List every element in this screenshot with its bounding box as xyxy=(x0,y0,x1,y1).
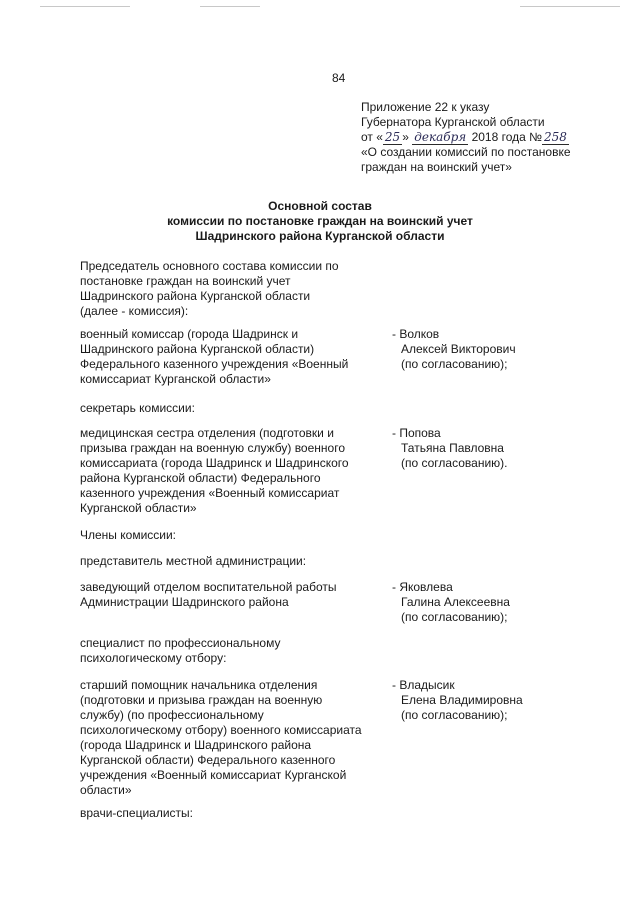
text-line: старший помощник начальника отделения xyxy=(80,678,318,692)
text-line: Курганской области) Федерального казенного xyxy=(80,753,336,767)
person-given-names: Елена Владимировна xyxy=(401,693,523,707)
chairman-position xyxy=(80,327,385,387)
person-consent-note: (по согласованию); xyxy=(401,357,508,371)
psych-label xyxy=(80,636,280,666)
person-surname: - Волков xyxy=(392,327,440,341)
text-line: психологическому отбору: xyxy=(80,651,227,665)
text-line: (далее - комиссия): xyxy=(80,304,189,318)
psych-name xyxy=(392,678,622,723)
text-line: Федерального казенного учреждения «Военный xyxy=(80,357,349,371)
document-title xyxy=(100,199,540,244)
person-given-names: Татьяна Павловна xyxy=(401,441,504,455)
person-consent-note: (по согласованию); xyxy=(401,708,508,722)
text-line: (подготовки и призыва граждан на военную xyxy=(80,693,323,707)
person-consent-note: (по согласованию). xyxy=(401,456,508,470)
members-label: Члены комиссии: xyxy=(80,528,177,542)
doctors-label: врачи-специалисты: xyxy=(80,806,193,820)
chairman-name xyxy=(392,327,622,372)
handwritten-number: 258 xyxy=(544,130,567,144)
chairman-intro xyxy=(80,259,339,319)
text-line: области» xyxy=(80,783,132,797)
title-line: Шадринского района Курганской области xyxy=(195,229,445,243)
text-line: казенного учреждения «Военный комиссариат xyxy=(80,486,340,500)
person-surname: - Владысик xyxy=(392,678,455,692)
appendix-line: Приложение 22 к указу xyxy=(361,100,490,114)
person-surname: - Яковлева xyxy=(392,580,453,594)
appendix-line: «О создании комиссий по постановке xyxy=(361,145,571,159)
person-consent-note: (по согласованию); xyxy=(401,610,508,624)
date-prefix: от « xyxy=(361,130,383,144)
local-admin-label: представитель местной администрации: xyxy=(80,554,307,568)
title-line: Основной состав xyxy=(268,199,372,213)
text-line: комиссариата (города Шадринск и Шадринского xyxy=(80,456,349,470)
text-line: призыва граждан на военную службу) военного xyxy=(80,441,345,455)
secretary-label: секретарь комиссии: xyxy=(80,401,195,415)
person-given-names: Галина Алексеевна xyxy=(401,595,510,609)
text-line: (города Шадринск и Шадринского района xyxy=(80,738,312,752)
appendix-date-line xyxy=(361,130,631,145)
text-line: психологическому отбору) военного комиссариата xyxy=(80,723,362,737)
date-year: 2018 года № xyxy=(471,130,542,144)
text-line: заведующий отделом воспитательной работы xyxy=(80,580,337,594)
text-line: учреждения «Военный комиссариат Курганской xyxy=(80,768,347,782)
text-line: службу) (по профессиональному xyxy=(80,708,264,722)
local-admin-position xyxy=(80,580,385,610)
text-line: постановке граждан на воинский учет xyxy=(80,274,291,288)
secretary-name xyxy=(392,426,622,471)
text-line: Курганской области» xyxy=(80,501,197,515)
text-line: района Курганской области) Федерального xyxy=(80,471,321,485)
page-number: 84 xyxy=(332,71,346,85)
handwritten-day: 25 xyxy=(384,130,401,144)
text-line: комиссариат Курганской области» xyxy=(80,372,271,386)
secretary-position xyxy=(80,426,385,516)
appendix-line: граждан на воинский учет» xyxy=(361,160,512,174)
text-line: Администрации Шадринского района xyxy=(80,595,289,609)
handwritten-month: декабря xyxy=(414,130,467,144)
text-line: медицинская сестра отделения (подготовки и xyxy=(80,426,334,440)
local-admin-name xyxy=(392,580,622,625)
person-surname: - Попова xyxy=(392,426,441,440)
person-given-names: Алексей Викторович xyxy=(401,342,516,356)
text-line: военный комиссар (города Шадринск и xyxy=(80,327,299,341)
scan-artifact-strip xyxy=(0,0,640,10)
appendix-line: Губернатора Курганской области xyxy=(361,115,545,129)
text-line: Шадринского района Курганской области) xyxy=(80,342,315,356)
date-quote-close: » xyxy=(402,130,409,144)
text-line: Шадринского района Курганской области xyxy=(80,289,311,303)
title-line: комиссии по постановке граждан на воинский учет xyxy=(167,214,473,228)
text-line: Председатель основного состава комиссии по xyxy=(80,259,339,273)
psych-position xyxy=(80,678,385,798)
appendix-header xyxy=(361,100,631,175)
text-line: специалист по профессиональному xyxy=(80,636,281,650)
